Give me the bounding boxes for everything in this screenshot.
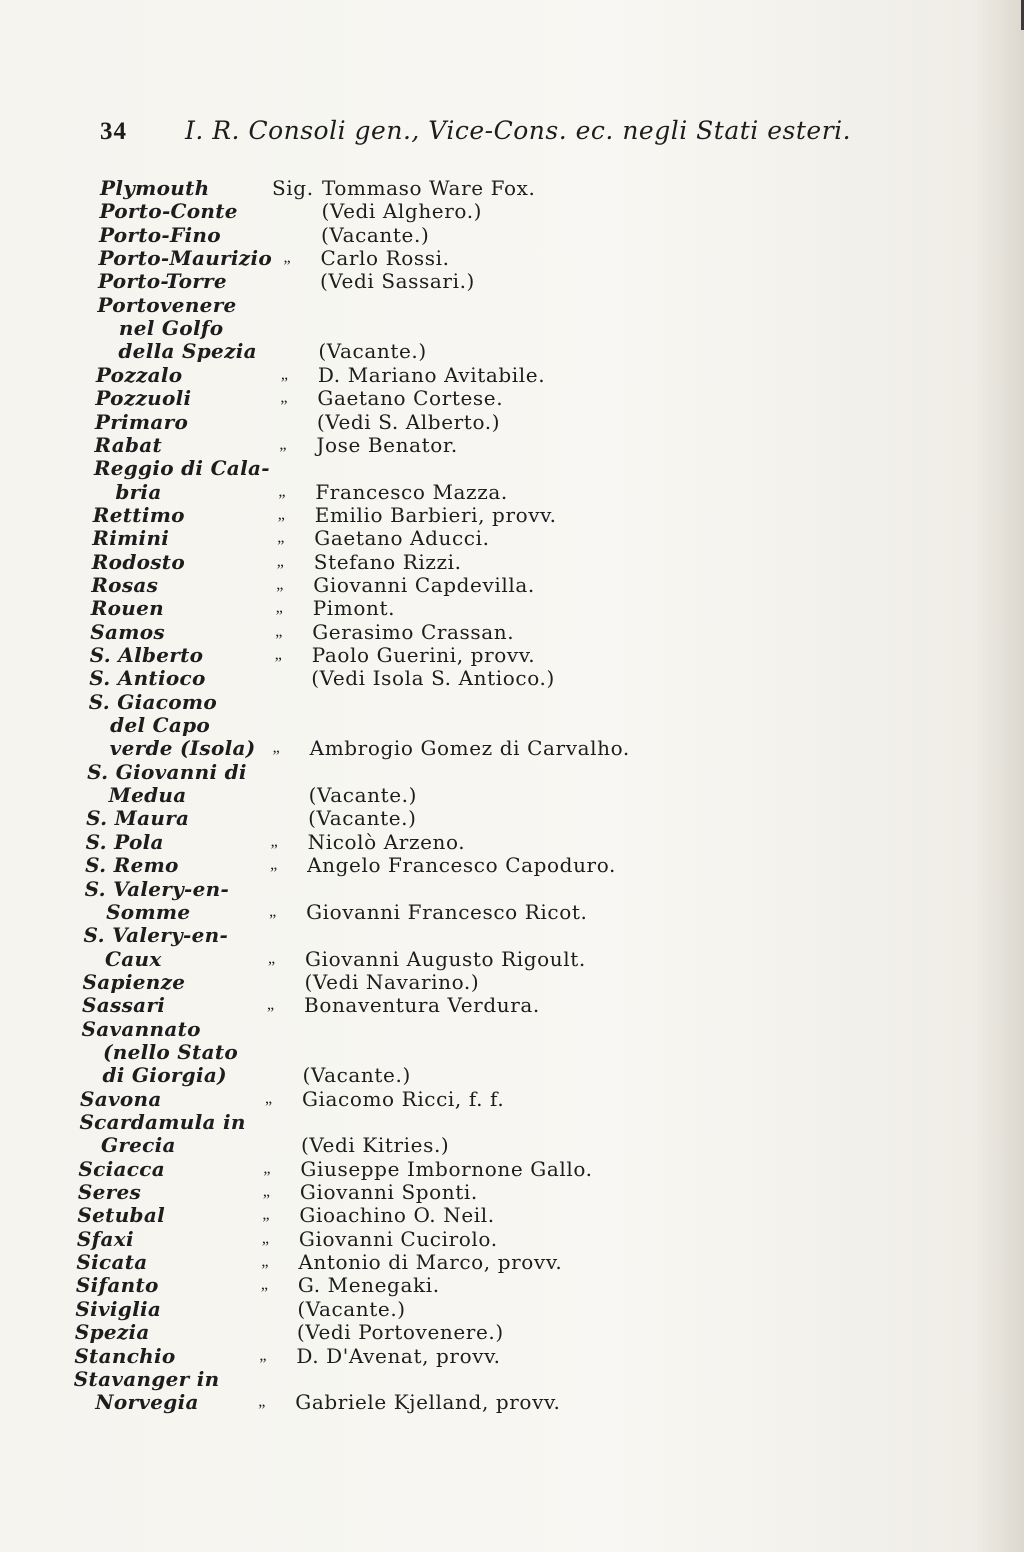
place-name: S. Pola — [85, 829, 164, 854]
place-name: di Giorgia) — [102, 1063, 227, 1088]
place-name: Pozzalo — [95, 362, 183, 387]
consul-name: Giovanni Sponti. — [299, 1180, 478, 1205]
consul-name: G. Menegaki. — [297, 1273, 440, 1298]
consul-name: Giuseppe Imbornone Gallo. — [300, 1156, 593, 1181]
place-name: S. Alberto — [89, 643, 204, 667]
place-name: Porto-Maurizio — [98, 246, 272, 271]
place-name: Caux — [105, 946, 162, 971]
consul-name: Giovanni Augusto Rigoult. — [305, 946, 586, 971]
place-name: Rimini — [92, 526, 170, 551]
consul-name: (Vacante.) — [318, 339, 427, 364]
place-name: Grecia — [100, 1133, 176, 1158]
place-name: Porto-Conte — [99, 199, 238, 224]
place-name: Rettimo — [92, 502, 185, 527]
place-name: Savona — [79, 1086, 162, 1111]
ditto-mark: „ — [280, 365, 288, 383]
place-name: Rosas — [91, 572, 159, 597]
consul-name: Giovanni Capdevilla. — [313, 572, 535, 597]
consul-name: Stefano Rizzi. — [313, 549, 462, 574]
consul-name: Gaetano Cortese. — [317, 386, 504, 411]
place-name: Plymouth — [100, 176, 210, 200]
ditto-mark: „ — [274, 646, 282, 663]
consul-name: Bonaventura Verdura. — [304, 993, 540, 1018]
place-name: Norvegia — [95, 1390, 199, 1415]
consul-name: (Vacante.) — [297, 1296, 406, 1321]
consul-name: Francesco Mazza. — [315, 479, 508, 504]
place-name: S. Giacomo — [88, 689, 217, 714]
place-name: Somme — [106, 899, 191, 924]
ditto-mark: „ — [272, 739, 280, 757]
consul-name: (Vacante.) — [302, 1063, 411, 1088]
place-name: Porto-Torre — [97, 269, 227, 294]
ditto-mark: „ — [277, 505, 285, 523]
ditto-mark: „ — [277, 529, 285, 547]
place-name: nel Golfo — [118, 316, 224, 341]
consul-name: (Vedi Kitries.) — [300, 1133, 450, 1158]
ditto-mark: „ — [259, 1346, 267, 1364]
consul-name: (Vacante.) — [308, 783, 418, 808]
page-number: 34 — [100, 118, 127, 145]
place-name: S. Maura — [86, 806, 190, 831]
place-name: bria — [115, 479, 162, 504]
running-title: I. R. Consoli gen., Vice-Cons. ec. negli Stati esteri. — [184, 116, 852, 145]
consul-name: Ambrogio Gomez di Carvalho. — [309, 736, 630, 761]
place-name: del Capo — [110, 713, 211, 738]
place-name: verde (Isola) — [109, 736, 256, 761]
ditto-mark: „ — [276, 575, 284, 593]
ditto-mark: „ — [260, 1276, 268, 1294]
ditto-mark: „ — [275, 599, 283, 617]
place-name: S. Valery-en- — [84, 876, 230, 901]
ditto-mark: „ — [280, 389, 288, 407]
place-name: Sicata — [76, 1250, 148, 1275]
place-name: Siviglia — [75, 1296, 162, 1321]
place-name: Setubal — [77, 1203, 165, 1228]
place-name: (nello Stato — [102, 1039, 239, 1064]
place-name: Spezia — [74, 1320, 150, 1345]
consul-name: Nicolò Arzeno. — [307, 829, 466, 854]
consul-name: Gaetano Aducci. — [314, 526, 490, 551]
consul-name: (Vacante.) — [308, 806, 417, 831]
place-name: Porto-Fino — [98, 222, 221, 247]
consul-name: (Vedi Alghero.) — [321, 199, 483, 224]
consul-name: Paolo Guerini, provv. — [311, 643, 536, 667]
consul-name: (Vedi Sassari.) — [319, 269, 475, 294]
consul-name: Gioachino O. Neil. — [299, 1203, 495, 1228]
ditto-mark: „ — [276, 552, 284, 570]
consul-name: Antonio di Marco, provv. — [298, 1250, 563, 1275]
ditto-mark: „ — [268, 949, 276, 967]
consul-name: (Vedi Navarino.) — [304, 969, 480, 994]
ditto-mark: „ — [262, 1183, 271, 1201]
ditto-mark: „ — [275, 622, 283, 640]
ditto-mark: „ — [279, 435, 287, 453]
consul-name: (Vedi S. Alberto.) — [316, 409, 501, 434]
place-name: Rodosto — [91, 549, 185, 574]
ditto-mark: „ — [283, 249, 291, 267]
consul-name: (Vedi Portovenere.) — [296, 1320, 504, 1345]
place-name: Savannato — [81, 1016, 201, 1041]
consul-name: Giovanni Francesco Ricot. — [306, 899, 588, 924]
consul-name: Giacomo Ricci, f. f. — [301, 1086, 505, 1111]
ditto-mark: „ — [278, 482, 286, 500]
ditto-mark: „ — [267, 996, 275, 1014]
place-name: Primaro — [94, 409, 189, 434]
consul-name: Giovanni Cucirolo. — [298, 1226, 498, 1251]
place-name: S. Remo — [85, 853, 179, 878]
place-name: S. Valery-en- — [83, 923, 229, 948]
consul-name: Angelo Francesco Capoduro. — [307, 853, 616, 878]
consul-name: Carlo Rossi. — [320, 246, 450, 271]
consul-name: D. Mariano Avitabile. — [317, 362, 546, 387]
consul-name: Tommaso Ware Fox. — [322, 176, 536, 200]
place-name: Rabat — [94, 432, 163, 457]
place-name: Stanchio — [74, 1343, 176, 1368]
place-name: Sfaxi — [76, 1226, 134, 1251]
place-name: Medua — [108, 783, 187, 808]
honorific: Sig. — [272, 176, 314, 200]
consul-name: (Vedi Isola S. Antioco.) — [311, 666, 555, 691]
ditto-mark: „ — [258, 1393, 266, 1411]
ditto-mark: „ — [263, 1159, 271, 1177]
place-name: S. Antioco — [89, 666, 206, 691]
ditto-mark: „ — [264, 1089, 273, 1107]
place-name: Pozzuoli — [95, 386, 192, 411]
place-name: Samos — [90, 619, 165, 644]
place-name: Rouen — [90, 596, 165, 621]
place-name: Sifanto — [75, 1273, 159, 1298]
place-name: Sciacca — [78, 1156, 166, 1181]
consul-name: Emilio Barbieri, provv. — [314, 502, 557, 527]
place-name: Sapienze — [82, 969, 186, 994]
ditto-mark: „ — [262, 1206, 270, 1224]
ditto-mark: „ — [261, 1253, 269, 1271]
ditto-mark: „ — [269, 902, 277, 920]
place-name: Reggio di Cala- — [93, 456, 270, 481]
ditto-mark: „ — [270, 832, 278, 850]
consul-name: Jose Benator. — [316, 432, 458, 457]
consul-name: Gerasimo Crassan. — [312, 619, 515, 644]
place-name: Stavanger in — [73, 1366, 220, 1391]
place-name: Scardamula in — [79, 1110, 246, 1134]
place-name: Seres — [77, 1180, 142, 1205]
ditto-mark: „ — [261, 1229, 269, 1247]
place-name: Portovenere — [97, 292, 237, 317]
ditto-mark: „ — [270, 856, 278, 874]
place-name: Sassari — [82, 993, 166, 1018]
consul-name: Gabriele Kjelland, provv. — [295, 1390, 561, 1415]
place-name: della Spezia — [118, 339, 257, 364]
consul-name: D. D'Avenat, provv. — [296, 1343, 501, 1368]
place-name: S. Giovanni di — [87, 759, 247, 784]
consul-name: (Vacante.) — [320, 222, 430, 247]
consul-name: Pimont. — [312, 596, 396, 621]
